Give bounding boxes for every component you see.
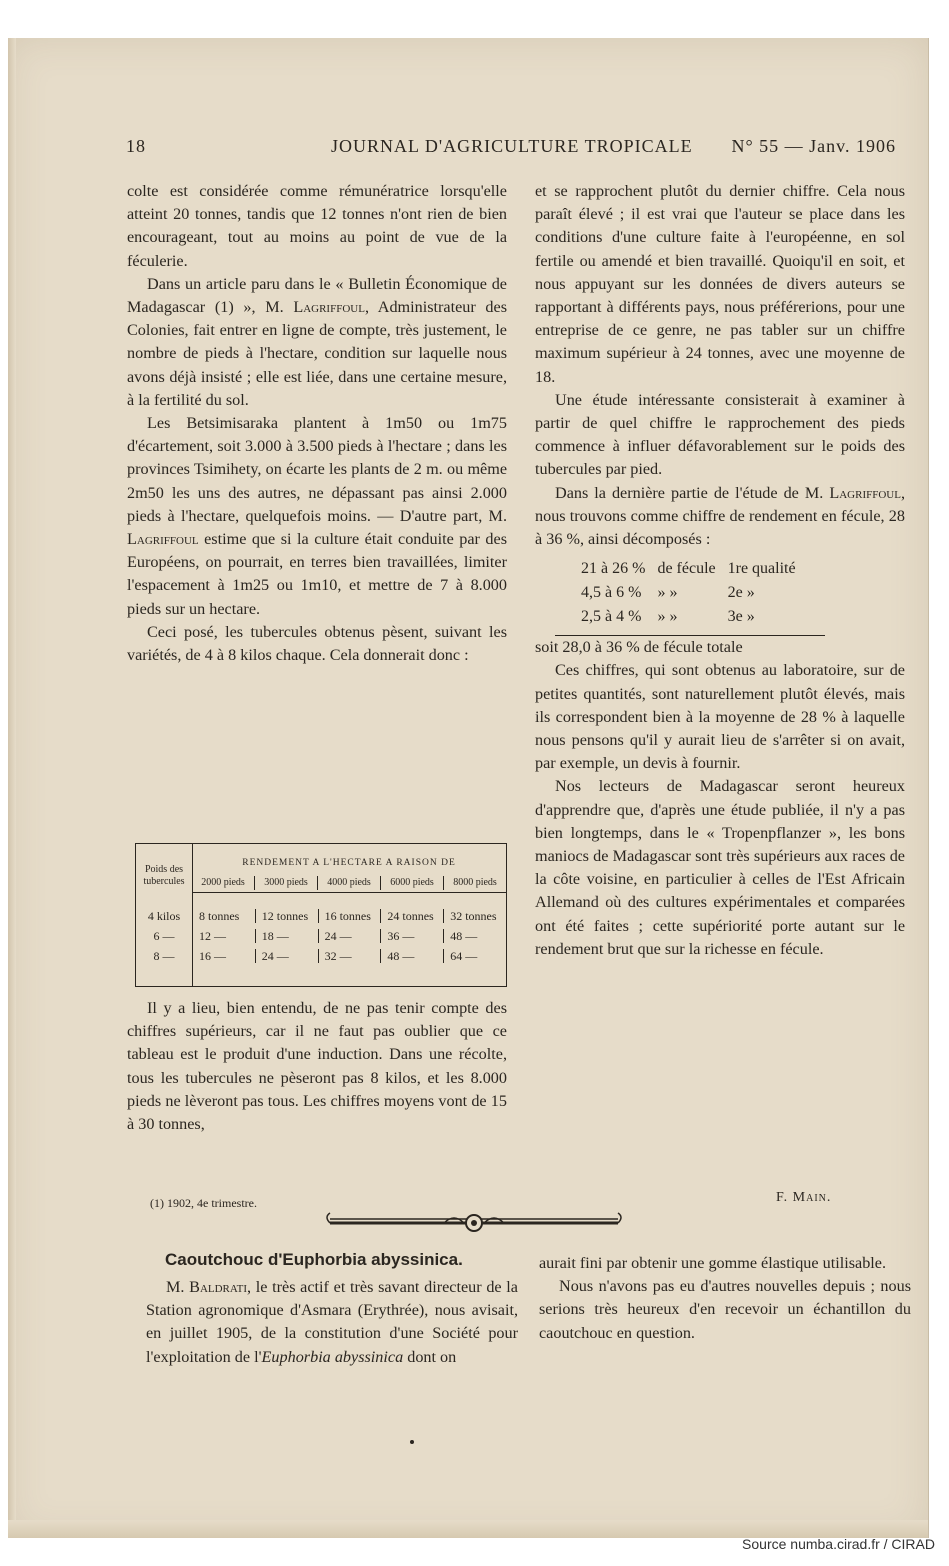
table-cell: 64 — xyxy=(443,949,506,963)
column-header: 2000 pieds xyxy=(201,877,245,888)
table-cell: 18 — xyxy=(255,929,318,943)
author-name: Lagriffoul xyxy=(293,298,365,317)
composition-quality: 1re qualité xyxy=(727,560,796,578)
composition-row xyxy=(575,581,802,605)
composition-label: » » xyxy=(657,608,678,626)
section-title: Caoutchouc d'Euphorbia abyssinica. xyxy=(165,1250,463,1269)
composition-row xyxy=(575,557,802,581)
paragraph xyxy=(127,412,507,621)
paragraph: et se rapprochent plutôt du dernier chiffre. Cela nous paraît élevé ; il est vrai que l'auteur se place dans les conditions d'une culture faite à l'européenne, en sol fertile ou amendé et bien travaillé. Quoiqu'il en soit, et nous appuyant sur les données de divers auteurs se rapportant à différents pays, nous préférerions, pour une entreprise de ce genre, ne pas tabler sur un chiffre maximum supérieur à 24 tonnes, avec une moyenne de 18. xyxy=(535,182,905,386)
paragraph xyxy=(535,482,905,552)
table-cell: 12 tonnes xyxy=(255,909,318,923)
section-ornament xyxy=(326,1211,622,1235)
text-run: , nous trouvons comme chiffre de rendement en fécule, 28 à 36 %, ainsi décomposés : xyxy=(535,483,905,549)
composition-label: de fécule xyxy=(657,560,716,578)
table-cell: 24 tonnes xyxy=(380,909,443,923)
left-column-continued xyxy=(127,997,507,1136)
footnote: (1) 1902, 4e trimestre. xyxy=(150,1196,257,1210)
composition-quality: 3e » xyxy=(727,608,755,626)
text-run: , Administrateur des Colonies, fait entrer en ligne de compte, très justement, le nombre de pieds à l'hectare, condition sur laquelle nous avons déjà insisté ; elle est liée, dans une certaine mesure, à la fertilité du sol. xyxy=(127,298,507,409)
paragraph: Nos lecteurs de Madagascar seront heureux d'apprendre que, d'après une étude publiée, il n'y a pas bien longtemps, dans le « Tropenpflanzer », les bons maniocs de Madagascar sont très supérieurs aux races de la côte voisine, en particulier à celles de l'Est Africain Allemand où des cultures expérimentales et comparées ont été faites ; cette supériorité porte autant sur le rendement brut que sur la richesse en fécule. xyxy=(535,777,905,958)
table-cell: 6 — xyxy=(153,929,175,943)
table-cell: 24 — xyxy=(255,949,318,963)
text-run: Dans un article paru dans le « Bulletin Économique de Madagascar (1) », M. xyxy=(127,274,507,317)
source-credit: Source numba.cirad.fr / CIRAD xyxy=(742,1536,935,1552)
table-cell: 16 tonnes xyxy=(318,909,381,923)
issue-number: N° 55 — Janv. 1906 xyxy=(731,136,896,156)
author-name: Lagriffoul xyxy=(829,483,901,502)
table-cell: 16 — xyxy=(192,949,255,963)
table-cell: 32 tonnes xyxy=(443,909,506,923)
column-header: 6000 pieds xyxy=(380,876,443,890)
composition-total: soit 28,0 à 36 % de fécule totale xyxy=(535,638,743,657)
paragraph: aurait fini par obtenir une gomme élastique utilisable. xyxy=(539,1254,887,1272)
paragraph: Ceci posé, les tubercules obtenus pèsent, suivant les variétés, de 4 à 8 kilos chaque. Cela donnerait donc : xyxy=(127,622,507,665)
table-row-header: Poids des tubercules xyxy=(143,864,185,887)
yield-table xyxy=(135,843,507,987)
paragraph: Nous n'avons pas eu d'autres nouvelles depuis ; nous serions très heureux d'en recevoir un échantillon du caoutchouc en question. xyxy=(539,1277,911,1342)
table-cell: 8 — xyxy=(153,949,175,963)
composition-range: 21 à 26 % xyxy=(581,560,646,578)
composition-label: » » xyxy=(657,584,678,602)
author-name: Lagriffoul xyxy=(127,530,199,549)
table-cell: 8 tonnes xyxy=(192,909,255,923)
page-edge xyxy=(8,38,16,1538)
section-right-column xyxy=(539,1252,911,1345)
column-header: 3000 pieds xyxy=(254,876,317,890)
column-header: 4000 pieds xyxy=(317,876,380,890)
paragraph: colte est considérée comme rémunératrice lorsqu'elle atteint 20 tonnes, tandis que 12 tonnes n'ont rien de bien encourageant, tout au moins au point de vue de la féculerie. xyxy=(127,182,507,270)
starch-composition xyxy=(575,557,905,629)
table-title: RENDEMENT A L'HECTARE A RAISON DE xyxy=(242,858,456,868)
table-row xyxy=(136,946,506,966)
running-header xyxy=(126,136,896,158)
table-row xyxy=(136,926,506,946)
paragraph: Il y a lieu, bien entendu, de ne pas tenir compte des chiffres supérieurs, car il ne faut pas oublier que ce tableau est le produit d'une induction. Dans une récolte, tous les tubercules ne pèseront pas 8 kilos, et les 8.000 pieds ne lèveront pas tous. Les chiffres moyens vont de 15 à 30 tonnes, xyxy=(127,999,507,1134)
table-column-headers xyxy=(192,876,506,890)
composition-range: 4,5 à 6 % xyxy=(581,584,642,602)
paragraph: Ces chiffres, qui sont obtenus au laboratoire, sur de petites quantités, sont naturellement plutôt élevés, mais ils correspondent bien à la moyenne de 28 % à laquelle nous pensons qu'il y aurait lieu de s'arrêter si on avait, par exemple, un devis à fournir. xyxy=(535,661,905,773)
author-name: Baldrati xyxy=(189,1278,247,1296)
print-mark xyxy=(410,1440,414,1444)
paragraph xyxy=(127,273,507,412)
section-left-column xyxy=(146,1276,518,1369)
table-cell: 48 — xyxy=(443,929,506,943)
author-signature: F. Main. xyxy=(776,1190,832,1205)
table-row xyxy=(136,906,506,926)
text-run: M. xyxy=(166,1278,190,1296)
text-run: estime que si la culture était conduite par des Européens, on pourrait, en terres bien travaillées, limiter l'espacement à 1m25 ou 1m10, et mettre de 7 à 8.000 pieds sur un hectare. xyxy=(127,530,507,618)
table-cell: 24 — xyxy=(318,929,381,943)
text-run: Dans la dernière partie de l'étude de M. xyxy=(555,483,830,502)
composition-quality: 2e » xyxy=(727,584,755,602)
species-name: Euphorbia abyssinica xyxy=(261,1347,404,1366)
composition-range: 2,5 à 4 % xyxy=(581,608,642,626)
column-header: 8000 pieds xyxy=(443,876,506,890)
composition-row xyxy=(575,605,802,629)
table-cell: 4 kilos xyxy=(147,909,181,923)
paragraph xyxy=(146,1276,518,1369)
text-run: Les Betsimisaraka plantent à 1m50 ou 1m75 d'écartement, soit 3.000 à 3.500 pieds à l'hectare ; dans les provinces Tsimihety, on écarte les plants de 2 m. ou même 2m50 les uns des autres, ne dépassant pas ainsi 2.000 pieds à l'hectare, quelquefois moins. — D'autre part, M. xyxy=(127,414,507,525)
table-cell: 36 — xyxy=(380,929,443,943)
text-run: dont on xyxy=(403,1347,457,1366)
table-divider xyxy=(192,892,506,893)
table-cell: 12 — xyxy=(192,929,255,943)
text-run: , le très actif et très savant directeur de la Station agronomique d'Asmara (Erythrée), nous avisait, en juillet 1905, de la constitution d'une Société pour l'exploitation de l' xyxy=(146,1278,518,1366)
page-number: 18 xyxy=(126,136,146,156)
table-body xyxy=(136,906,506,966)
paragraph: Une étude intéressante consisterait à examiner à partir de quel chiffre le rapprochement des pieds commence à influer défavorablement sur le poids des tubercules par pied. xyxy=(535,390,905,479)
journal-title: JOURNAL D'AGRICULTURE TROPICALE xyxy=(331,136,693,156)
table-cell: 32 — xyxy=(318,949,381,963)
table-cell: 48 — xyxy=(380,949,443,963)
left-column xyxy=(127,180,507,667)
right-column xyxy=(535,180,905,961)
